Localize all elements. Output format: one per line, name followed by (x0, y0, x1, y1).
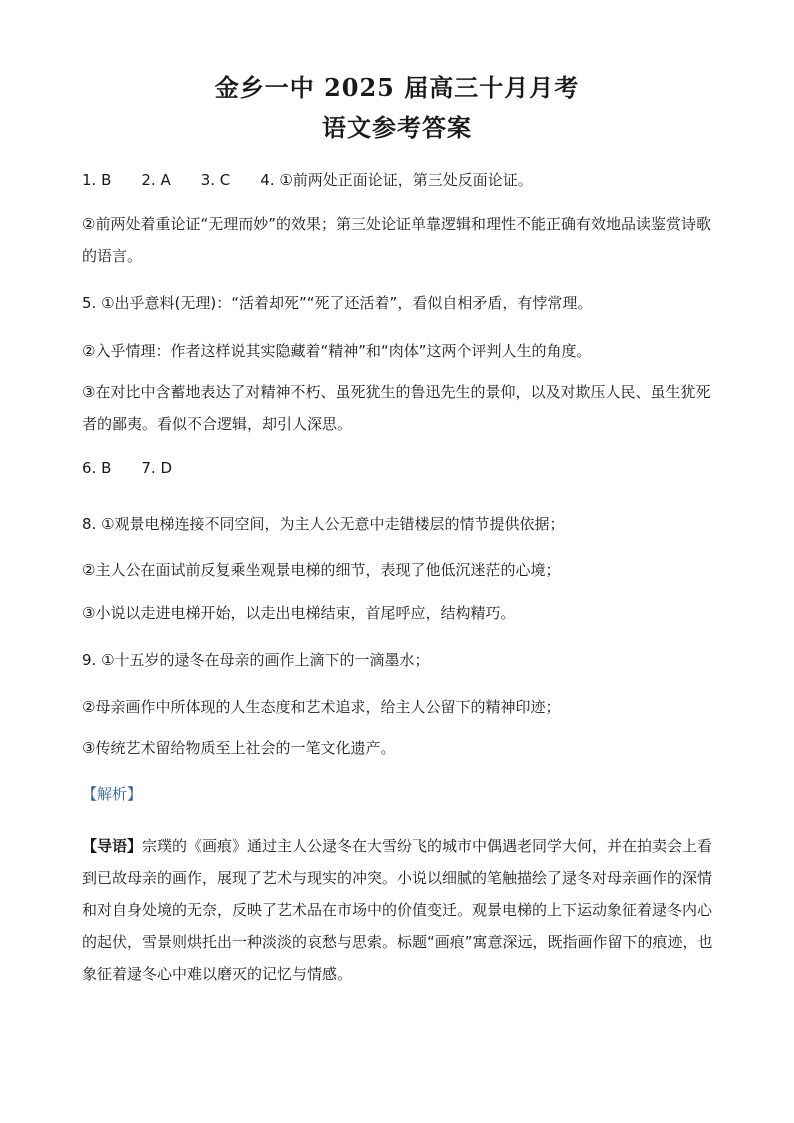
answer-row-6-7 (82, 458, 172, 478)
answer-2: 2. A (141, 171, 171, 189)
answer-5-point-1: 5. ①出乎意料(无理)：“活着却死”“死了还活着”，看似自相矛盾，有悖常理。 (82, 294, 593, 312)
answer-4-point-2: ②前两处着重论证“无理而妙”的效果；第三处论证单靠逻辑和理性不能正确有效地品读鉴赏诗歌的语言。 (82, 215, 711, 265)
analysis-label: 【解析】 (82, 785, 143, 803)
answer-9-point-3: ③传统艺术留给物质至上社会的一笔文化遗产。 (82, 739, 396, 757)
guide-paragraph (82, 830, 722, 990)
page-subtitle: 语文参考答案 (322, 113, 472, 142)
answer-8-point-3: ③小说以走进电梯开始，以走出电梯结束，首尾呼应，结构精巧。 (82, 604, 516, 622)
answer-8-point-1: 8. ①观景电梯连接不同空间，为主人公无意中走错楼层的情节提供依据； (82, 515, 565, 533)
answer-3: 3. C (200, 171, 231, 189)
answer-5-point-2: ②入乎情理：作者这样说其实隐藏着“精神”和“肉体”这两个评判人生的角度。 (82, 342, 592, 360)
answer-7: 7. D (141, 459, 173, 477)
page-title: 金乡一中 2025 届高三十月月考 (214, 73, 580, 102)
guide-heading: 【导语】 (82, 837, 143, 855)
answer-6: 6. B (82, 459, 112, 477)
answer-row-1-4 (82, 170, 533, 190)
answer-8-point-2: ②主人公在面试前反复乘坐观景电梯的细节，表现了他低沉迷茫的心境； (82, 561, 561, 579)
answer-5-point-3: ③在对比中含蓄地表达了对精神不朽、虽死犹生的鲁迅先生的景仰，以及对欺压人民、虽生犹死者的鄙夷。看似不合逻辑，却引人深思。 (82, 383, 711, 433)
answer-9-point-1: 9. ①十五岁的逯冬在母亲的画作上滴下的一滴墨水； (82, 651, 430, 669)
answer-4-point-1: 4. ①前两处正面论证，第三处反面论证。 (260, 171, 533, 189)
guide-text: 宗璞的《画痕》通过主人公逯冬在大雪纷飞的城市中偶遇老同学大何，并在拍卖会上看到已故母亲的画作，展现了艺术与现实的冲突。小说以细腻的笔触描绘了逯冬对母亲画作的深情和对自身处境的无奈，反映了艺术品在市场中的价值变迁。观景电梯的上下运动象征着逯冬内心的起伏，雪景则烘托出一种淡淡的哀愁与思索。标题“画痕”寓意深远，既指画作留下的痕迹，也象征着逯冬心中难以磨灭的记忆与情感。 (82, 837, 713, 983)
answer-9-point-2: ②母亲画作中所体现的人生态度和艺术追求，给主人公留下的精神印迹； (82, 698, 561, 716)
answer-1: 1. B (82, 171, 112, 189)
